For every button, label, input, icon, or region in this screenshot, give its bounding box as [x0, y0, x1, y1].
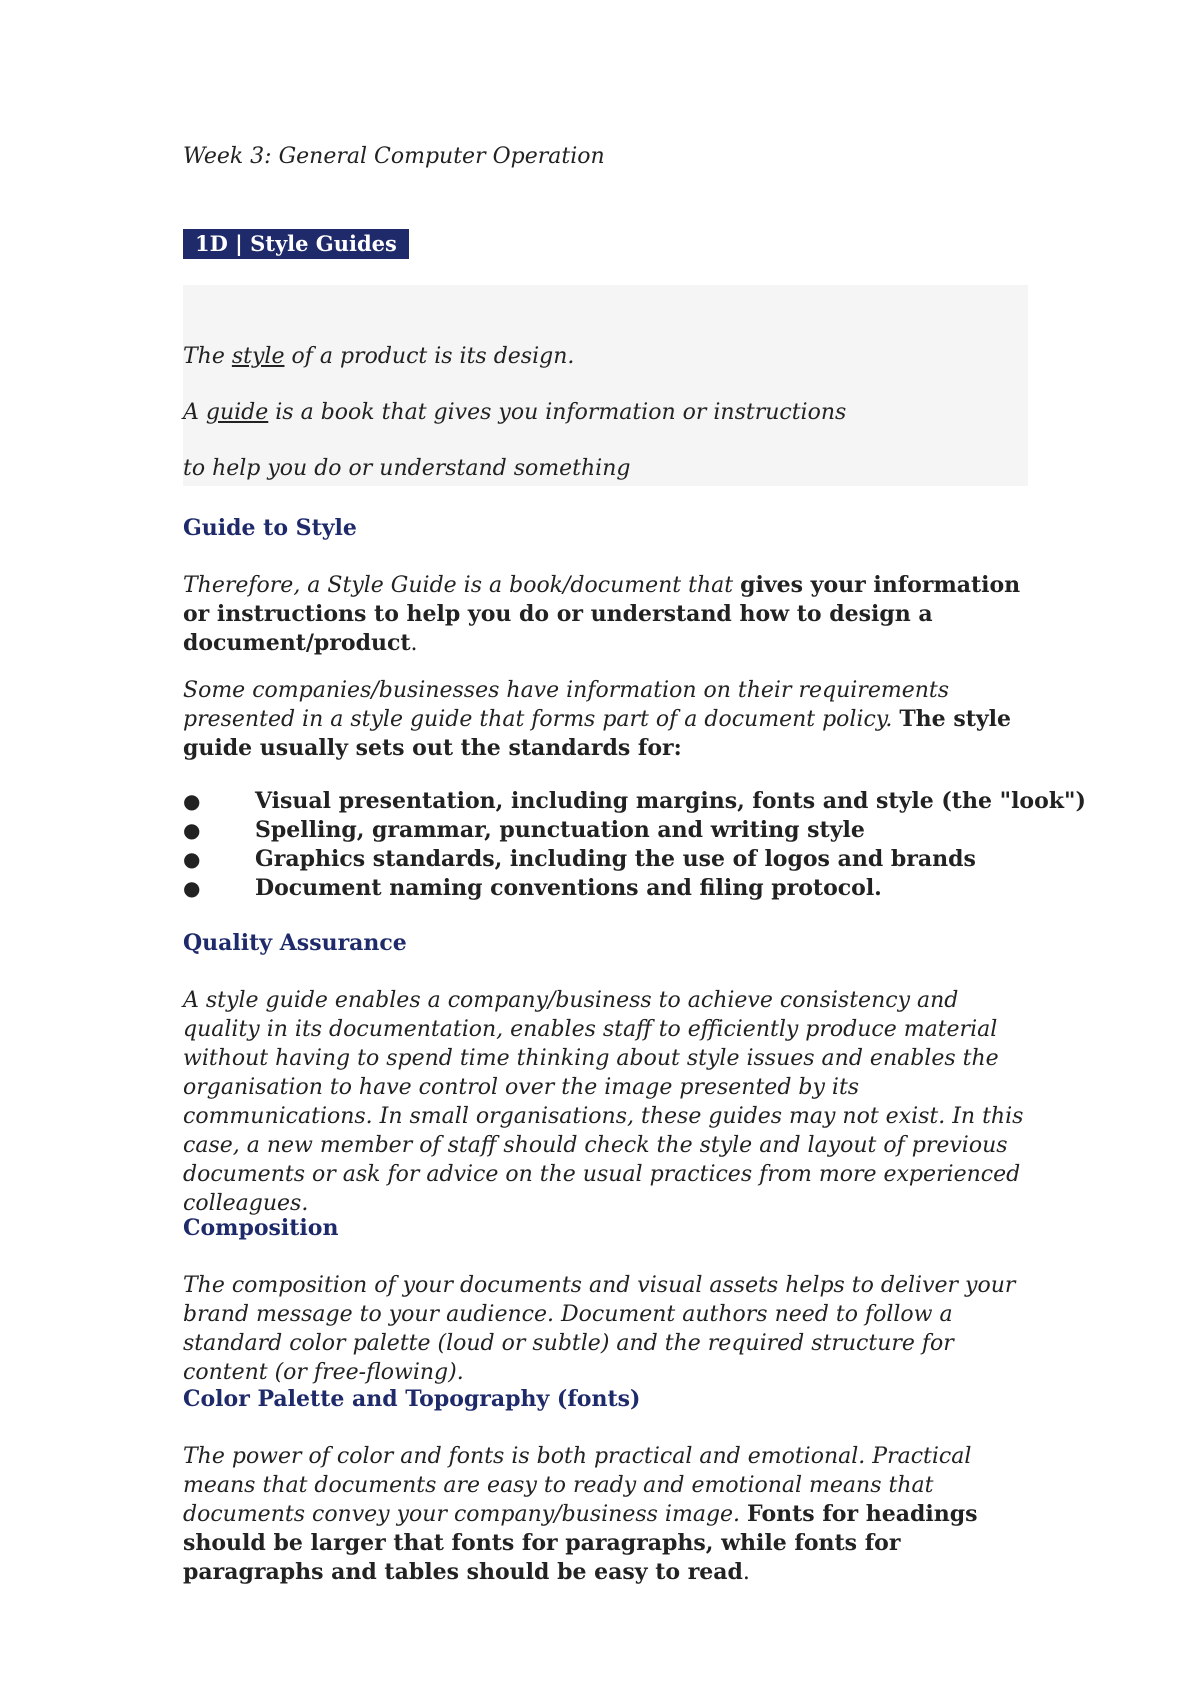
guide-term: guide	[205, 400, 269, 425]
heading-guide-to-style: Guide to Style	[183, 515, 357, 541]
paragraph-color-palette: The power of color and fonts is both practical and emotional. Practical means that documents are easy to ready and emotional means that documents convey your company/business image. Fonts for headings should be larger that fonts for paragraphs, while fonts for paragraphs and tables should be easy to read.	[183, 1444, 978, 1585]
paragraph-style-guide-standards: Some companies/businesses have information on their requirements presented in a style guide that forms part of a document policy. The style guide usually sets out the standards for:	[183, 678, 1012, 761]
paragraph-style-guide-definition: Therefore, a Style Guide is a book/document that gives your information or instructions to help you do or understand how to design a document/product.	[183, 572, 1021, 656]
definition-guide-cont: to help you do or understand something	[183, 456, 631, 481]
list-item: ● Visual presentation, including margins, fonts and style (the "look")	[183, 788, 1086, 814]
definition-guide: A guide is a book that gives you information or instructions	[183, 400, 847, 425]
list-item: ● Graphics standards, including the use of logos and brands	[183, 846, 976, 872]
heading-color-palette: Color Palette and Topography (fonts)	[183, 1386, 641, 1412]
heading-quality-assurance: Quality Assurance	[183, 930, 407, 956]
list-item: ● Spelling, grammar, punctuation and writing style	[183, 817, 865, 843]
paragraph-composition: The composition of your documents and visual assets helps to deliver your brand message to your audience. Document authors need to follow a standard color palette (loud or subtle) and the required structure for content (or free-flowing).	[183, 1273, 1016, 1385]
style-term: style	[231, 344, 285, 369]
bullet-dot-icon: ●	[183, 876, 201, 900]
heading-composition: Composition	[183, 1215, 339, 1241]
definition-style: The style of a product is its design.	[183, 344, 575, 369]
bullet-dot-icon: ●	[183, 818, 201, 842]
week-title: Week 3: General Computer Operation	[183, 144, 605, 169]
bullet-dot-icon: ●	[183, 847, 201, 871]
bullet-dot-icon: ●	[183, 789, 201, 813]
section-badge: 1D | Style Guides	[183, 229, 409, 259]
paragraph-quality-assurance: A style guide enables a company/business to achieve consistency and quality in its documentation, enables staff to efficiently produce material without having to spend time thinking about style issues and enables the organisation to have control over the image presented by its communications. In small organisations, these guides may not exist. In this case, a new member of staff should check the style and layout of previous documents or ask for advice on the usual practices from more experienced colleagues.	[183, 988, 1024, 1216]
standards-list	[183, 787, 1086, 903]
definition-box	[183, 285, 1028, 486]
list-item: ● Document naming conventions and filing protocol.	[183, 875, 882, 901]
